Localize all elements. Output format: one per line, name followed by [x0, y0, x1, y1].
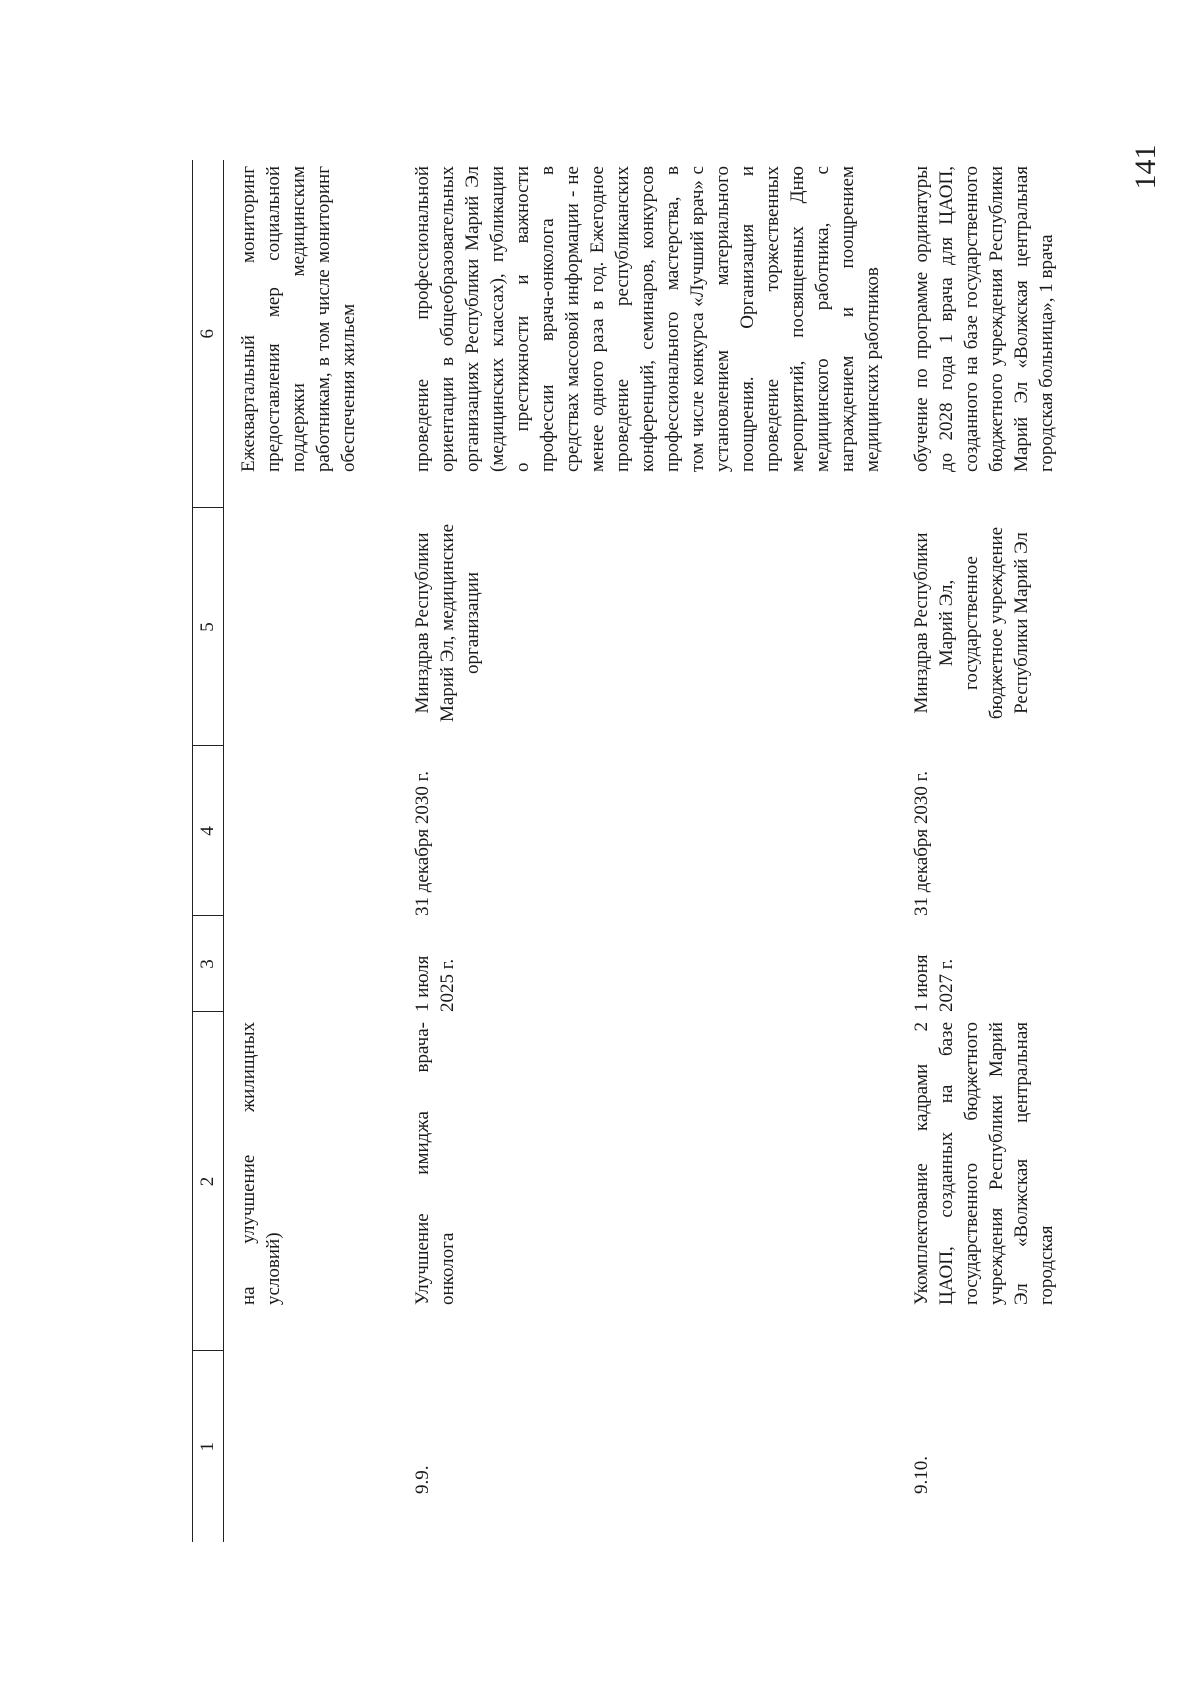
- responsible-cell: [224, 508, 387, 746]
- table-row: [386, 160, 885, 1542]
- row-number: 9.9.: [412, 1465, 433, 1494]
- column-header: 6: [193, 160, 224, 508]
- column-header: 5: [193, 508, 224, 746]
- end-date-cell: 31 декабря 2030 г.: [412, 770, 433, 916]
- table-row: [224, 160, 387, 1542]
- column-header: 4: [193, 746, 224, 916]
- result-cell: проведение профессиональной ориентации в общеобразовательных организациях Республики Марий Эл (медицинских классах), публикации о престижности и важности профессии врача-онколога в средствах массовой информации - не менее одного раза в год. Ежегодное проведение республиканских конференций, семинаров, конкурсов профессионального мастерства, в том числе конкурса «Лучший врач» с установлением материального поощрения. Организация и проведение торжественных мероприятий, посвященных Дню медицинского работника, с награждением и поощрением медицинских работников: [412, 166, 883, 472]
- measures-table: [192, 160, 1087, 1542]
- responsible-cell: Минздрав Республики Марий Эл, государственное бюджетное учреждение Республики Марий Эл: [911, 526, 1032, 720]
- table-header-row: [193, 160, 224, 1542]
- column-header: 1: [193, 1351, 224, 1542]
- measure-cell: на улучшение жилищных условий): [238, 1022, 284, 1305]
- measure-cell: Улучшение имиджа врача-онколога: [412, 1022, 458, 1305]
- column-header: 2: [193, 1012, 224, 1351]
- column-header: 3: [193, 916, 224, 1012]
- end-date-cell: 31 декабря 2030 г.: [911, 770, 932, 916]
- result-cell: Ежеквартальный мониторинг предоставления мер социальной поддержки медицинским работникам, в том числе мониторинг обеспечения жильем: [238, 166, 359, 472]
- page-number: 141: [1129, 144, 1162, 190]
- start-date-cell: 1 июня 2027 г.: [911, 954, 957, 1012]
- row-number: 9.10.: [911, 1456, 932, 1494]
- table-row: [885, 160, 1087, 1542]
- start-date-cell: [224, 916, 387, 1012]
- responsible-cell: Минздрав Республики Марий Эл, медицинские организации: [412, 524, 483, 722]
- measure-cell: Укомплектование кадрами 2 ЦАОП, созданных на базе государственного бюджетного учреждения Республики Марий Эл «Волжская центральная городская: [911, 1022, 1057, 1305]
- start-date-cell: 1 июля 2025 г.: [412, 955, 458, 1012]
- result-cell: обучение по программе ординатуры до 2028 года 1 врача для ЦАОП, созданного на базе государственного бюджетного учреждения Республики Марий Эл «Волжская центральная городская больница», 1 врача: [911, 166, 1057, 472]
- rotated-table-page: [192, 160, 1057, 1542]
- row-number: [224, 1351, 387, 1542]
- end-date-cell: [224, 746, 387, 916]
